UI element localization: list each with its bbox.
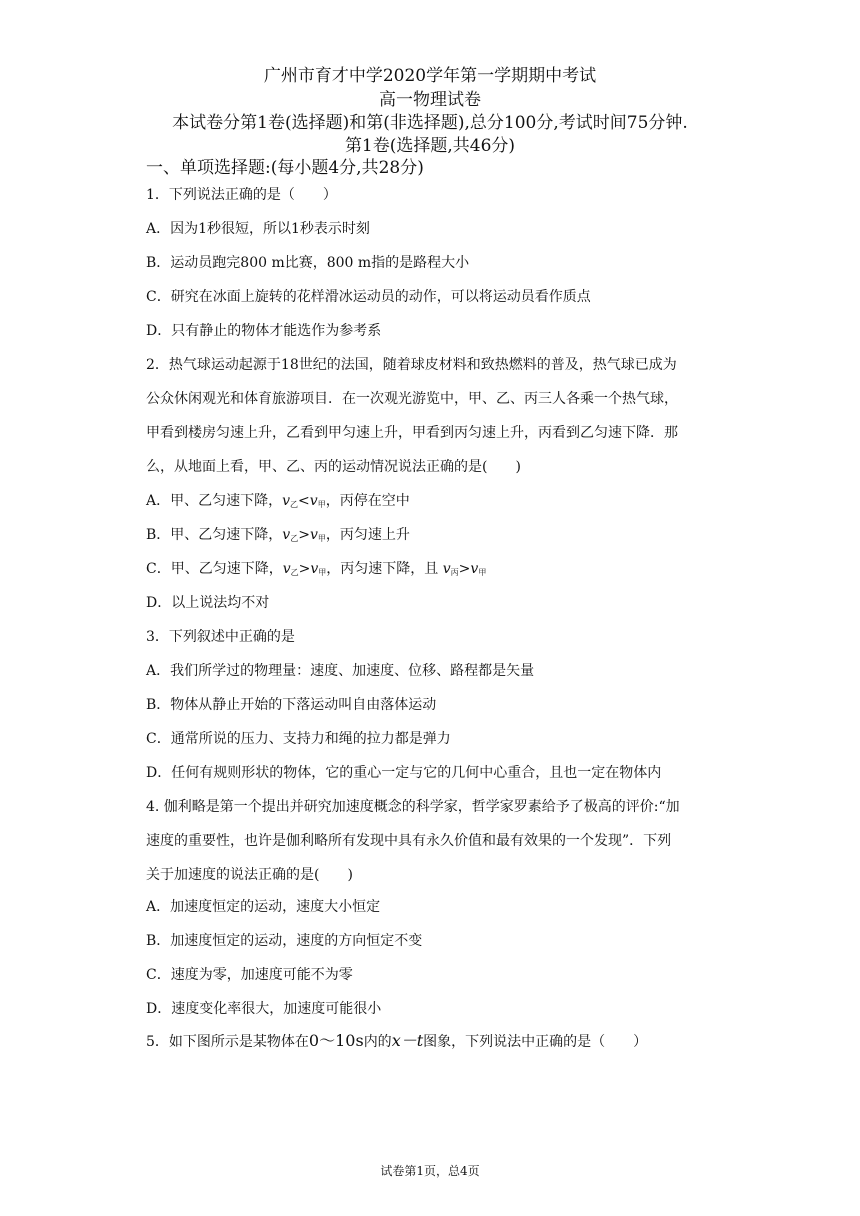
q2-stem-line-1: 2．热气球运动起源于18世纪的法国，随着球皮材料和致热燃料的普及，热气球已成为	[146, 357, 677, 373]
q2-stem-line-3: 甲看到楼房匀速上升，乙看到甲匀速上升，甲看到丙匀速上升，丙看到乙匀速下降．那	[146, 425, 678, 441]
q2-option-a: A．甲、乙匀速下降，$v_乙<v_甲$，丙停在空中	[146, 493, 410, 509]
q4-option-b: B．加速度恒定的运动，速度的方向恒定不变	[146, 933, 423, 949]
q1-option-b: B．运动员跑完800 m比赛，800 m指的是路程大小	[146, 255, 470, 271]
q1-stem: 1．下列说法正确的是（ ）	[146, 187, 337, 203]
q4-option-d: D．速度变化率很大，加速度可能很小	[146, 1001, 382, 1017]
volume-title: 第1卷(选择题,共46分)	[344, 136, 516, 156]
school-title: 广州市育才中学2020学年第一学期期中考试	[263, 66, 597, 86]
q1-option-a: A．因为1秒很短，所以1秒表示时刻	[146, 221, 370, 237]
q2-option-b: B．甲、乙匀速下降，$v_乙>v_甲$，丙匀速上升	[146, 527, 410, 543]
q1-option-d: D．只有静止的物体才能选作为参考系	[146, 323, 382, 339]
q3-option-c: C．通常所说的压力、支持力和绳的拉力都是弹力	[146, 731, 451, 747]
q4-option-c: C．速度为零，加速度可能不为零	[146, 967, 353, 983]
page-footer: 试卷第1页，总4页	[380, 1164, 480, 1178]
q3-option-d: D．任何有规则形状的物体，它的重心一定与它的几何中心重合，且也一定在物体内	[146, 765, 662, 781]
subject-title: 高一物理试卷	[379, 90, 481, 110]
q5-stem: 5．如下图所示是某物体在0～10s内的x－t图象，下列说法中正确的是（ ）	[146, 1031, 648, 1050]
q2-option-c: C．甲、乙匀速下降，$v_乙>v_甲$，丙匀速下降，且 $v_丙>v_甲$	[146, 561, 487, 577]
q4-stem-line-2: 速度的重要性，也许是伽利略所有发现中具有永久价值和最有效果的一个发现”．下列	[146, 833, 672, 849]
exam-instructions: 本试卷分第1卷(选择题)和第(非选择题),总分100分,考试时间75分钟.	[172, 113, 688, 133]
q1-option-c: C．研究在冰面上旋转的花样滑冰运动员的动作，可以将运动员看作质点	[146, 289, 591, 305]
section-title: 一、单项选择题:(每小题4分,共28分)	[146, 158, 424, 178]
q4-option-a: A．加速度恒定的运动，速度大小恒定	[146, 899, 381, 915]
q2-stem-line-2: 公众休闲观光和体育旅游项目．在一次观光游览中，甲、乙、丙三人各乘一个热气球，	[146, 391, 678, 407]
q4-stem-line-1: 4. 伽利略是第一个提出并研究加速度概念的科学家，哲学家罗素给予了极高的评价:“加	[146, 799, 680, 815]
q2-stem-line-4: 么，从地面上看，甲、乙、丙的运动情况说法正确的是( )	[146, 459, 521, 475]
q2-option-d: D．以上说法均不对	[146, 595, 270, 611]
q3-option-a: A．我们所学过的物理量：速度、加速度、位移、路程都是矢量	[146, 663, 535, 679]
q3-stem: 3．下列叙述中正确的是	[146, 629, 295, 645]
q4-stem-line-3: 关于加速度的说法正确的是( )	[146, 867, 353, 883]
q3-option-b: B．物体从静止开始的下落运动叫自由落体运动	[146, 697, 437, 713]
